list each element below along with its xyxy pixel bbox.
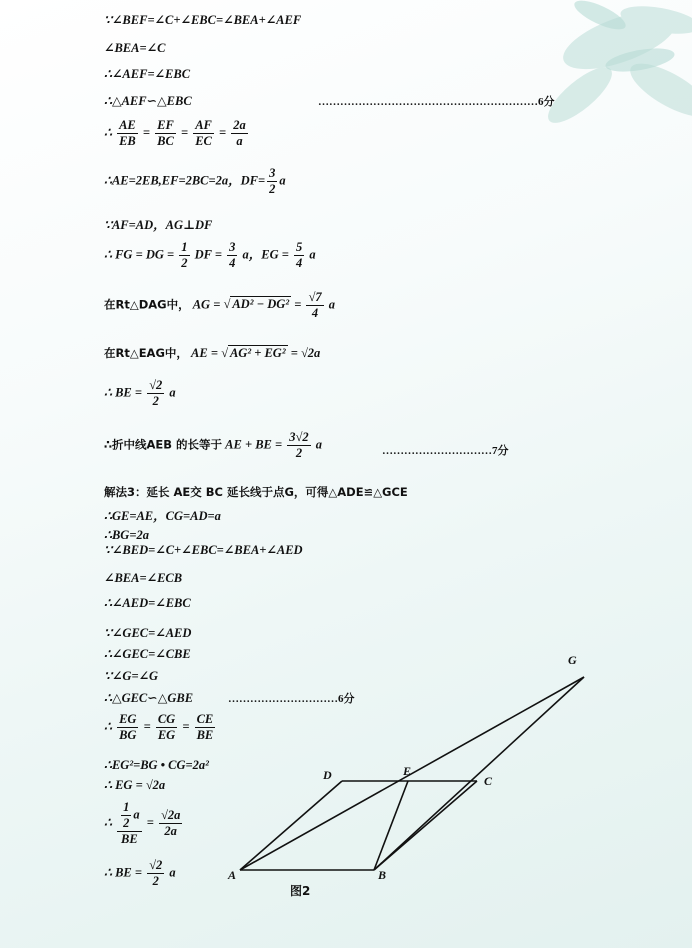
segment-BE (374, 781, 408, 870)
fraction: $\frac{AF}{EC}$ (195, 118, 212, 148)
proof-line: ∠BEA=∠C (104, 41, 166, 55)
label-C: C (484, 774, 493, 788)
fraction: $\frac{AE}{EB}$ (119, 118, 136, 148)
proof-line: ∴∠AEF=∠EBC (104, 67, 191, 81)
proof-line: ∴∠AED=∠EBC (104, 596, 191, 610)
label-B: B (378, 868, 387, 882)
square-root: √ AG² + EG² (221, 346, 286, 360)
fraction: $\frac{CG}{EG}$ (157, 712, 176, 742)
proof-line: ∵∠GEC=∠AED (104, 626, 192, 640)
proof-line: ∵∠G=∠G (104, 669, 159, 683)
proof-line: ∴AE=2EB,EF=2BC=2a，DF= $\frac{3}{2}$ a (104, 166, 286, 196)
fraction: $\frac{EF}{BC}$ (157, 118, 174, 148)
label-A: A (228, 868, 237, 882)
fraction: $\frac{1}{2}$ (123, 800, 130, 830)
segment-AG (240, 677, 584, 870)
proof-line: 在Rt△EAG中， AE = √ AG² + EG² = √2a (104, 346, 321, 360)
proof-line: ∴ BE = $\frac{√2}{2}$ a (104, 858, 176, 888)
fraction: $\frac{EG}{BG}$ (119, 712, 137, 742)
complex-fraction: $\frac{1}{2}$ a BE (117, 800, 142, 847)
proof-line: ∴ EG = √2a (104, 778, 166, 792)
proof-line: ∵AF=AD，AG⊥DF (104, 218, 213, 232)
proof-line: ∴ BE = $\frac{√2}{2}$ a (104, 378, 176, 408)
ratio-equation: ∴ $\frac{AE}{EB}$ = $\frac{EF}{BC}$ = $\frac{AF}{EC}$ = $\frac{2a}{a}$ (104, 118, 246, 148)
fraction: $\frac{CE}{BE}$ (196, 712, 214, 742)
proof-line: ∴△AEF∽△EBC (104, 94, 192, 108)
fraction: $\frac{2a}{a}$ (233, 118, 246, 148)
proof-line: ∠BEA=∠ECB (104, 571, 183, 585)
fraction: $\frac{√2}{2}$ (149, 378, 163, 408)
method-heading: 解法3：延长 AE交 BC 延长线于点G，可得△ADE≌△GCE (104, 485, 408, 499)
segment-AD (240, 781, 342, 870)
figure-caption: 图2 (290, 884, 311, 898)
score-marker: …………………………7分 (382, 445, 509, 457)
score-marker: …………………………6分 (228, 693, 355, 705)
fraction: $\frac{3}{4}$ (229, 240, 236, 270)
label-E: E (403, 764, 412, 778)
fraction: $\frac{3√2}{2}$ (289, 430, 309, 460)
label-D: D (323, 768, 332, 782)
fraction: $\frac{5}{4}$ (296, 240, 303, 270)
proof-line: ∴△GEC∽△GBE (104, 691, 194, 705)
fraction: $\frac{√2}{2}$ (149, 858, 163, 888)
proof-line: ∴ $\frac{1}{2}$ a BE = $\frac{√2a}{2a}$ (104, 800, 181, 846)
label-G: G (568, 653, 577, 667)
proof-line: ∴BG=2a (104, 528, 149, 542)
proof-line: ∴ FG = DG = $\frac{1}{2}$ DF = $\frac{3}{4}$ a，EG = $\frac{5}{4}$ a (104, 240, 316, 270)
proof-line: ∵∠BEF=∠C+∠EBC=∠BEA+∠AEF (104, 13, 302, 27)
proof-line: 在Rt△DAG中， AG = √ AD² − DG² = $\frac{√7}{4}$ a (104, 290, 335, 320)
proof-line: ∴∠GEC=∠CBE (104, 647, 191, 661)
fraction: $\frac{√2a}{2a}$ (160, 808, 181, 838)
proof-line: ∴GE=AE，CG=AD=a (104, 509, 221, 523)
therefore-symbol: ∴ (104, 125, 112, 140)
fraction: $\frac{3}{2}$ (269, 166, 276, 196)
fraction: $\frac{1}{2}$ (181, 240, 188, 270)
proof-line: ∵∠BED=∠C+∠EBC=∠BEA+∠AED (104, 543, 303, 557)
proof-line: ∴EG²=BG • CG=2a² (104, 758, 209, 772)
fraction: $\frac{√7}{4}$ (308, 290, 322, 320)
ratio-equation: ∴ $\frac{EG}{BG}$ = $\frac{CG}{EG}$ = $\frac{CE}{BE}$ (104, 712, 214, 742)
proof-line: ∴折中线AEB 的长等于 AE + BE = $\frac{3√2}{2}$ a (104, 430, 323, 460)
score-marker: ……………………………………………………6分 (318, 96, 555, 108)
square-root: √ AD² − DG² (223, 297, 290, 312)
